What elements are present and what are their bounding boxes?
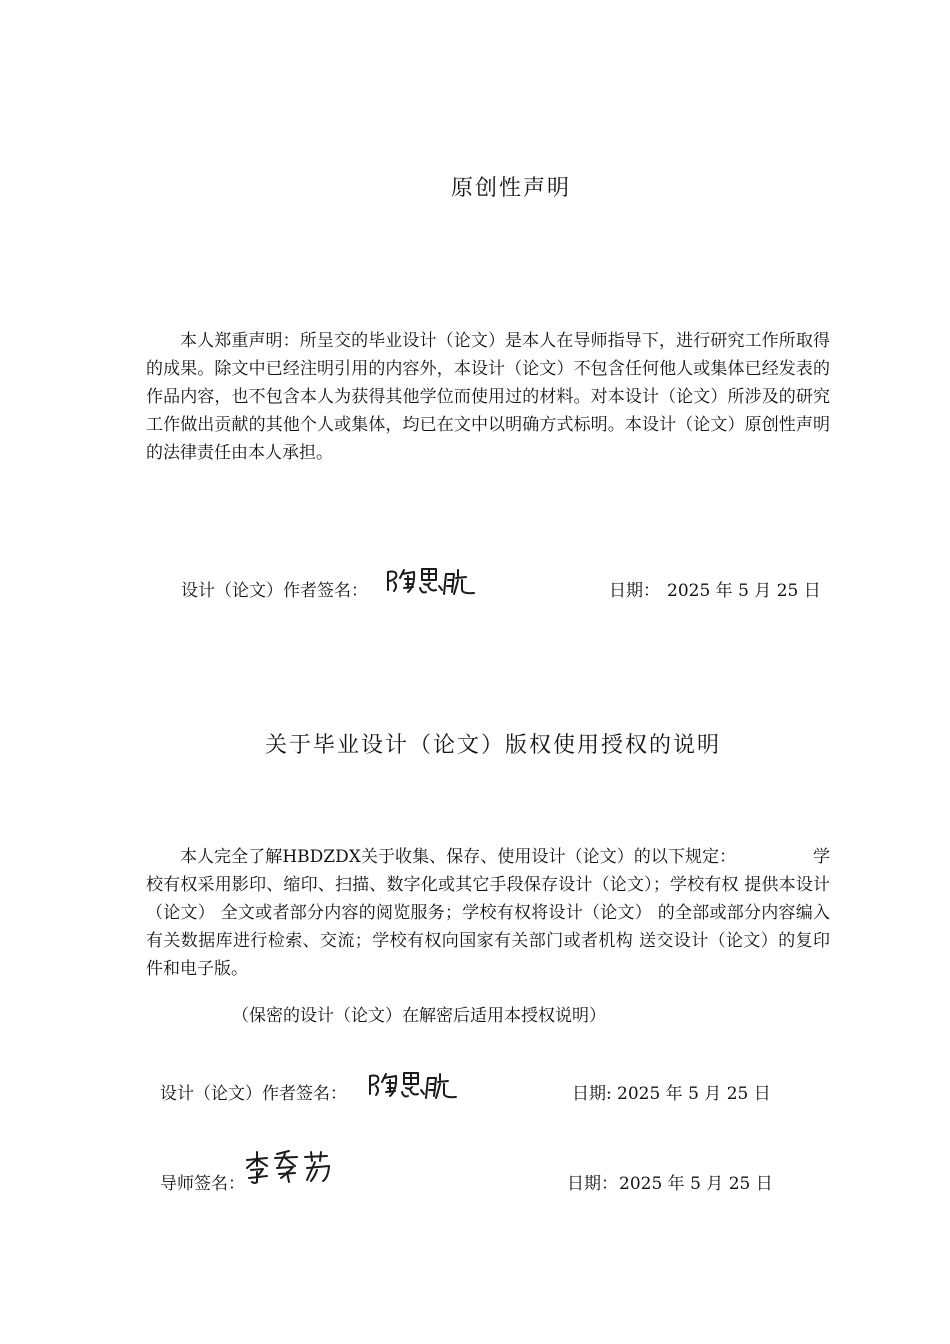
author-signature-image xyxy=(384,564,484,600)
declaration-body: 本人郑重声明：所呈交的毕业设计（论文）是本人在导师指导下，进行研究工作所取得的成果。除文中已经注明引用的内容外，本设计（论文）不包含任何他人或集体已经发表的作品内容，也不包含本人为获得其他学位而使用过的材料。对本设计（论文）所涉及的研究工作做出贡献的其他个人或集体，均已在文中以明确方式标明。本设计（论文）原创性声明的法律责任由本人承担。 xyxy=(146,331,830,463)
author-signature-image-2 xyxy=(366,1068,466,1104)
advisor-date-label: 日期： xyxy=(567,1174,618,1194)
authorization-note: （保密的设计（论文）在解密后适用本授权说明） xyxy=(232,1006,606,1026)
advisor-label: 导师签名： xyxy=(160,1174,245,1194)
advisor-date-value: 2025 年 5 月 25 日 xyxy=(619,1174,773,1194)
declaration-author-label: 设计（论文）作者签名： xyxy=(181,581,368,601)
authorization-title: 关于毕业设计（论文）版权使用授权的说明 xyxy=(264,733,721,758)
declaration-date-value: 2025 年 5 月 25 日 xyxy=(667,581,821,601)
authorization-body: 本人完全了解HBDZDX关于收集、保存、使用设计（论文）的以下规定： 学校有权采用影印、缩印、扫描、数字化或其它手段保存设计（论文）；学校有权 提供本设计（论文） 全文或者部分内容的阅览服务；学校有权将设计（论文） 的全部或部分内容编入有关数据库进行检索、交流；学校有权向国家有关部门或者机构 送交设计（论文）的复印件和电子版。 xyxy=(146,847,830,979)
advisor-signature-image xyxy=(243,1148,343,1186)
declaration-date-label: 日期： xyxy=(609,581,660,601)
declaration-title: 原创性声明 xyxy=(450,176,571,201)
authorization-author-date-value: 2025 年 5 月 25 日 xyxy=(617,1084,771,1104)
authorization-author-label: 设计（论文）作者签名： xyxy=(160,1084,347,1104)
authorization-author-date-label: 日期: xyxy=(572,1084,612,1104)
